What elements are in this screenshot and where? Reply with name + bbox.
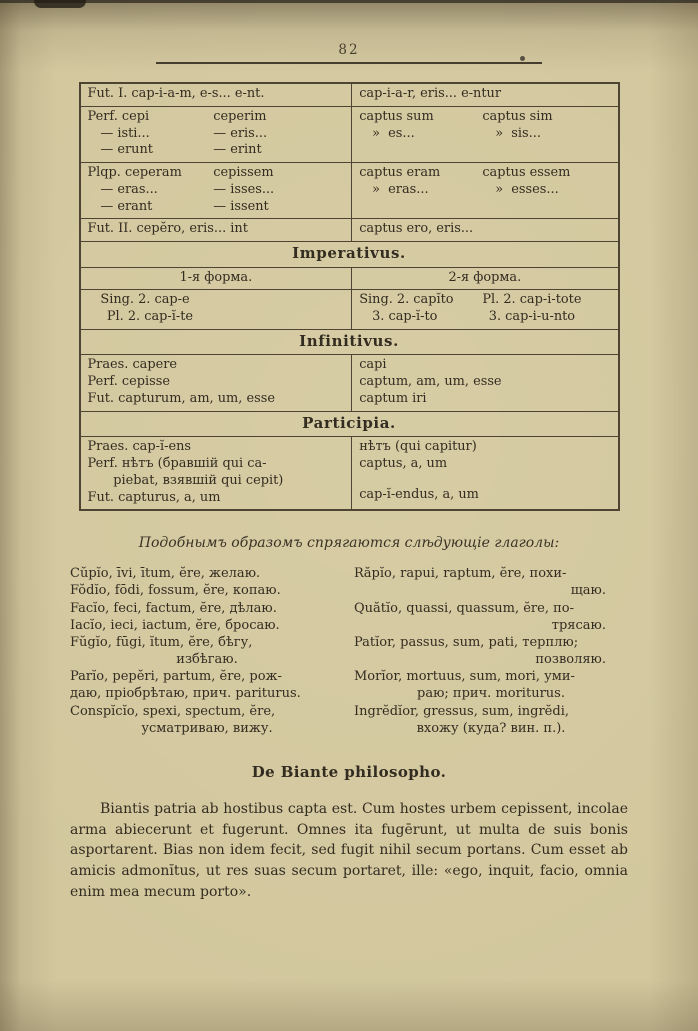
verb-line: Ingrĕdĭor, gressus, sum, ingrĕdi, — [354, 703, 569, 719]
verb-line: вхожу (куда? вин. п.). — [416, 720, 566, 736]
verb-line: Răpĭo, rapui, raptum, ĕre, похи- — [354, 566, 567, 582]
verb-line: Patĭor, passus, sum, pati, терплю; — [354, 634, 579, 650]
table-line: cap-i-a-r, eris... e-ntur — [359, 86, 502, 101]
essay-title: De Biante philosopho. — [251, 762, 447, 781]
conjugation-table — [79, 82, 620, 511]
verb-line: Iacĭo, ieci, iactum, ĕre, бросаю. — [70, 617, 280, 633]
table-line: 3. cap-ĭ-to 3. cap-i-u-nto — [359, 309, 576, 325]
table-line: 1-я форма. — [179, 269, 253, 285]
table-line: captus ero, eris... — [359, 221, 474, 237]
table-line: Fut. I. cap-i-a-m, e-s... e-nt. — [87, 86, 265, 101]
table-line: captus sum captus sim — [359, 108, 553, 124]
table-cell-left — [80, 219, 352, 242]
table-section-header: Infinitivus. — [80, 329, 619, 355]
paper-speck — [520, 56, 525, 61]
table-line: Sing. 2. capĭto Pl. 2. cap-i-tote — [359, 292, 582, 308]
table-cell-right — [352, 355, 619, 411]
verb-line: Cŭpĭo, īvi, ītum, ĕre, желаю. — [70, 566, 261, 582]
table-line: Perf. нѣтъ (бравшій qui ca- — [87, 455, 267, 471]
table-line: captum, am, um, esse — [359, 374, 502, 390]
table-line: Sing. 2. cap-e — [87, 292, 190, 308]
table-line: — isti... — eris... — [87, 125, 268, 141]
ink-smudge — [34, 0, 86, 8]
table-line: Perf. cepisse — [87, 374, 170, 390]
table-line: » eras... » esses... — [359, 181, 559, 197]
table-cell-left — [80, 437, 352, 511]
table-line: — eras... — isses... — [87, 181, 275, 197]
page-top-edge — [0, 0, 698, 3]
table-cell-right — [352, 290, 619, 330]
table-line: — erant — issent — [87, 198, 269, 214]
table-cell-right — [352, 106, 619, 162]
verb-line: щаю. — [570, 583, 606, 599]
verb-line: Fŏdĭo, fōdi, fossum, ĕre, копаю. — [70, 583, 281, 599]
table-section-header: Participia. — [80, 411, 619, 437]
table-cell-left — [80, 290, 352, 330]
verb-line: избѣгаю. — [176, 652, 238, 668]
table-line: Perf. cepi ceperim — [87, 108, 267, 124]
table-line: piebat, взявшій qui cepit) — [87, 472, 284, 488]
page-number-rule — [156, 62, 542, 64]
table-line: 2-я форма. — [448, 269, 522, 285]
table-line: Fut. capturum, am, um, esse — [87, 390, 275, 406]
table-line: нѣтъ (qui capitur) — [359, 439, 477, 455]
table-line: captum iri — [359, 390, 427, 406]
page-number: 82 — [338, 42, 360, 58]
table-line — [359, 473, 610, 487]
table-cell-left — [80, 267, 352, 290]
table-cell-right — [352, 83, 619, 106]
table-cell-right — [352, 163, 619, 219]
table-cell-right — [352, 267, 619, 290]
verb-line: трясаю. — [551, 617, 606, 633]
verb-line: Quătĭo, quassi, quassum, ĕre, по- — [354, 600, 574, 616]
table-cell-right — [352, 437, 619, 511]
verb-list — [70, 565, 628, 737]
verb-line: Parĭo, pepĕri, partum, ĕre, рож- — [70, 669, 282, 685]
verb-line: даю, пріобрѣтаю, прич. pariturus. — [70, 686, 301, 702]
verb-line: Facĭo, feci, factum, ĕre, дѣлаю. — [70, 600, 277, 616]
table-line: Praes. cap-ĭ-ens — [87, 439, 191, 455]
table-line: » es... » sis... — [359, 125, 541, 141]
verb-line: Morĭor, mortuus, sum, mori, уми- — [354, 669, 575, 685]
verb-line: Fŭgĭo, fūgi, ĭtum, ĕre, бѣгу, — [70, 634, 253, 650]
table-line: Fut. II. cepĕro, eris... int — [87, 221, 248, 237]
table-cell-left — [80, 355, 352, 411]
table-cell-right — [352, 219, 619, 242]
table-line: Plqp. ceperam cepissem — [87, 165, 274, 181]
similar-verbs-heading: Подобнымъ образомъ спрягаются слѣдующіе глаголы: — [138, 535, 560, 552]
verb-list-column-left — [70, 565, 344, 737]
table-line: — erunt — erint — [87, 142, 262, 158]
table-line: captus, a, um — [359, 455, 448, 471]
verb-line: раю; прич. moriturus. — [417, 686, 565, 702]
table-line: Pl. 2. cap-ĭ-te — [87, 309, 194, 325]
verb-line: позволяю. — [535, 652, 606, 668]
table-line: captus eram captus essem — [359, 165, 571, 181]
table-line: cap-ĭ-endus, a, um — [359, 486, 479, 502]
table-line: capi — [359, 357, 387, 373]
verb-line: Conspĭcĭo, spexi, spectum, ĕre, — [70, 703, 276, 719]
essay-paragraph: Biantis patria ab hostibus capta est. Cum hostes urbem cepissent, incolae arma abiecerunt et fugerunt. Omnes ita fugērunt, ut multa de suis bonis asportarent. Bias non idem fecit, sed fugit nihil secum portans. Cum esset ab amicis admonĭtus, ut res suas secum portaret, ille: «ego, inquit, facio, omnia enim mea mecum porto». — [70, 800, 628, 900]
table-cell-left — [80, 163, 352, 219]
verb-list-column-right — [354, 565, 628, 737]
table-line: Praes. capere — [87, 357, 178, 373]
table-line: Fut. capturus, a, um — [87, 489, 221, 505]
table-section-header: Imperativus. — [80, 242, 619, 268]
table-cell-left — [80, 83, 352, 106]
table-cell-left — [80, 106, 352, 162]
verb-line: усматриваю, вижу. — [141, 720, 273, 736]
